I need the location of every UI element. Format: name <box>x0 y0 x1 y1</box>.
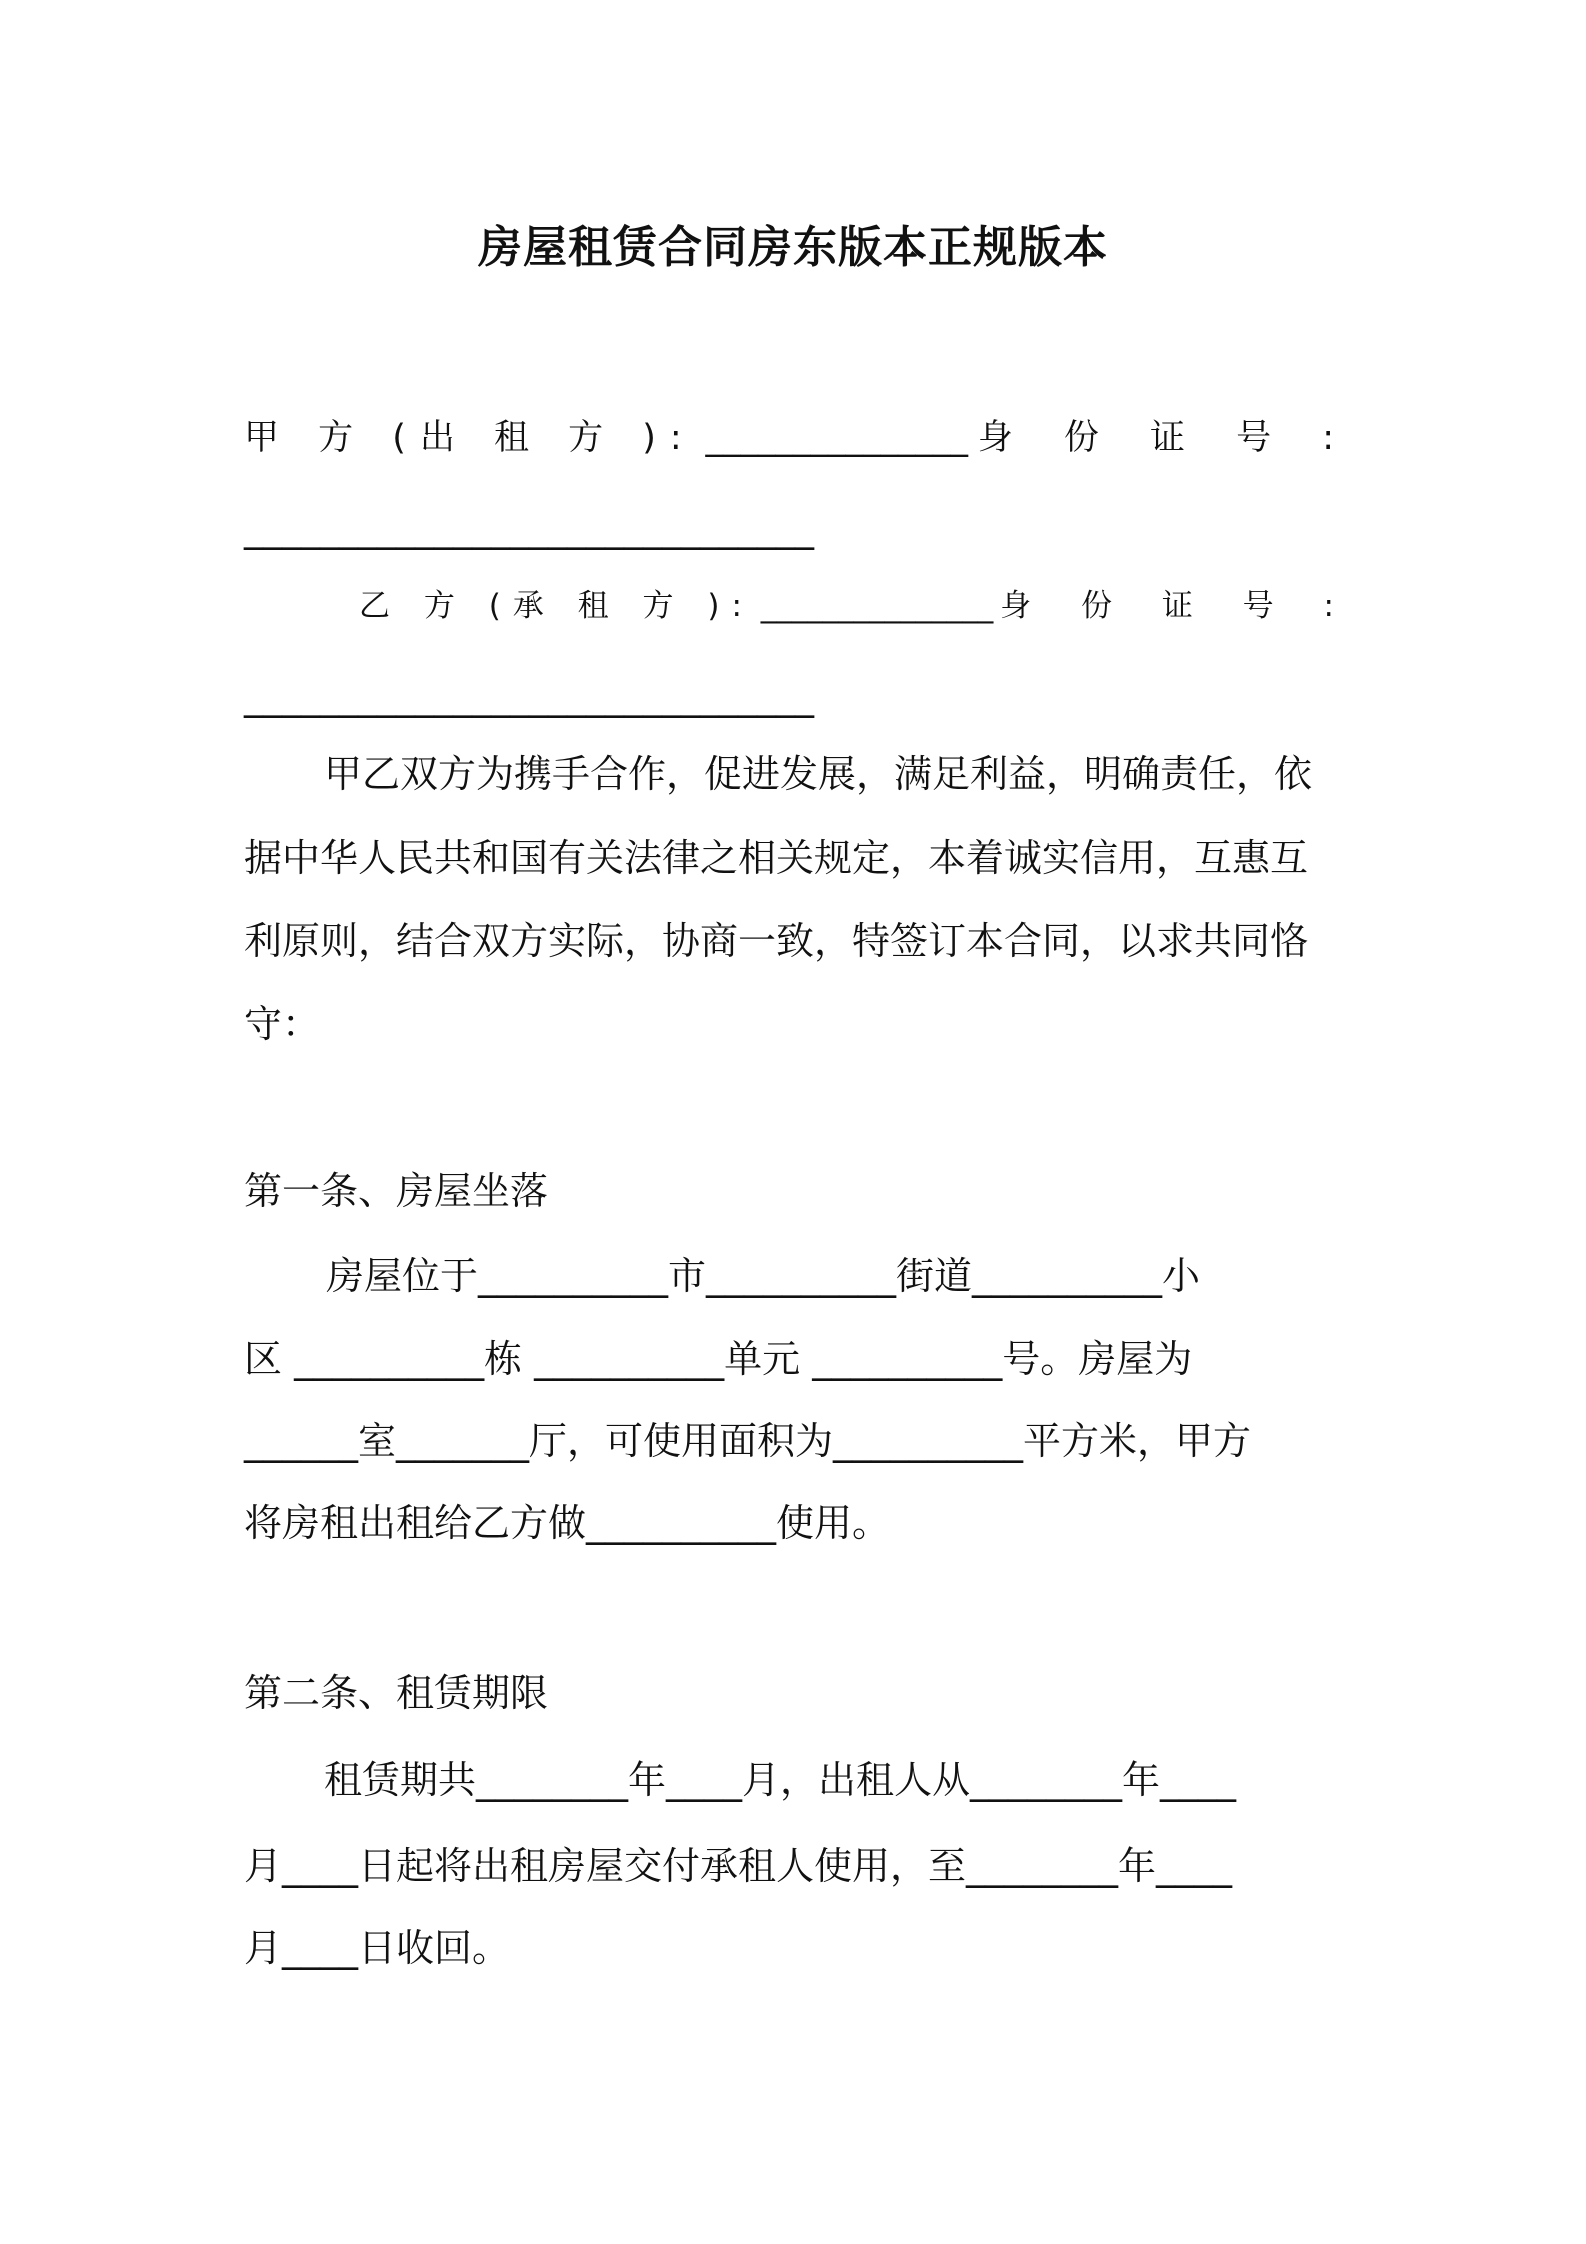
party-b-id-label: 身 份 证 号 : <box>1000 588 1354 624</box>
article-1-line-4: 将房租出租给乙方做__________使用。 <box>244 1501 891 1545</box>
party-a-id-label: 身 份 证 号 : <box>977 418 1354 458</box>
party-b-name-blank: _______________ <box>760 588 994 624</box>
party-a-label: 甲 方 (出 租 方 ): <box>244 418 696 458</box>
article-2-line-2: 月____日起将出租房屋交付承租人使用，至________年____ <box>244 1844 1233 1888</box>
article-2-heading: 第二条、租赁期限 <box>244 1671 549 1715</box>
preamble-line-1: 甲乙双方为携手合作，促进发展，满足利益，明确责任，依 <box>324 752 1313 796</box>
party-b-line <box>359 578 1354 634</box>
document-title: 房屋租赁合同房东版本正规版本 <box>478 222 1108 273</box>
party-a-line <box>244 410 1354 466</box>
preamble-line-3: 利原则，结合双方实际，协商一致，特签订本合同，以求共同恪 <box>244 919 1309 963</box>
party-b-label: 乙 方 (承 租 方 ): <box>359 588 754 624</box>
party-b-id-blank: ______________________________ <box>244 674 814 718</box>
article-1-line-3: ______室_______厅，可使用面积为__________平方米，甲方 <box>244 1419 1252 1463</box>
article-1-line-1: 房屋位于__________市__________街道__________小 <box>326 1254 1201 1298</box>
article-1-line-2: 区 __________栋 __________单元 __________号。房屋为 <box>244 1337 1193 1381</box>
article-2-line-1: 租赁期共________年____月，出租人从________年____ <box>324 1758 1237 1802</box>
article-1-heading: 第一条、房屋坐落 <box>244 1169 549 1213</box>
article-2-line-3: 月____日收回。 <box>244 1926 511 1970</box>
party-a-id-blank: ______________________________ <box>244 506 814 550</box>
party-a-name-blank: _______________ <box>705 418 968 458</box>
preamble-line-2: 据中华人民共和国有关法律之相关规定，本着诚实信用，互惠互 <box>244 836 1309 880</box>
preamble-line-4: 守： <box>244 1002 321 1046</box>
